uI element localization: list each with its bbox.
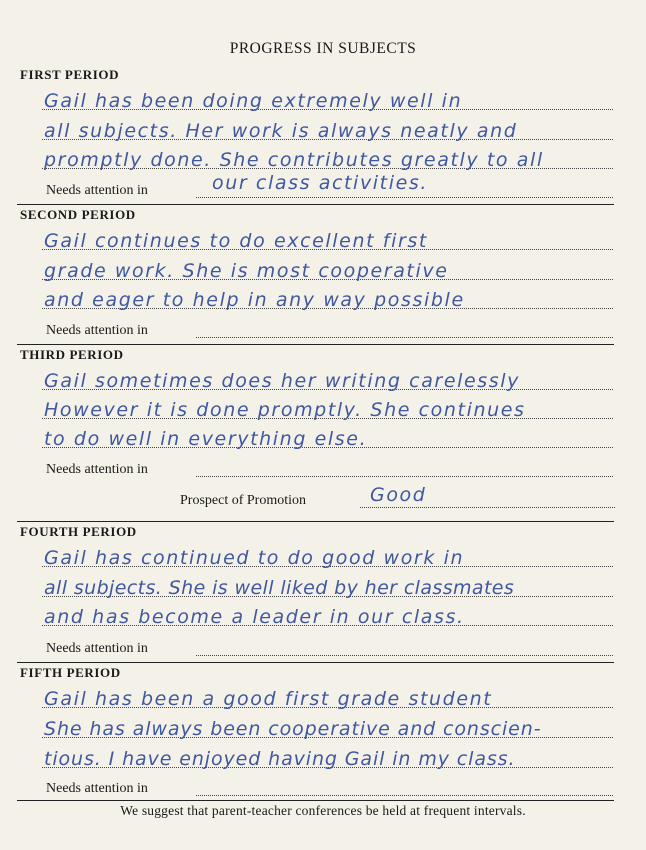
comment-line <box>42 541 613 567</box>
comment-line <box>42 422 613 448</box>
period-heading-third: THIRD PERIOD <box>20 347 124 362</box>
comment-text: However it is done promptly. She continues <box>44 399 526 421</box>
section-divider <box>17 344 614 345</box>
comment-text: Gail continues to do excellent first <box>44 230 428 252</box>
prospect-value: Good <box>370 484 427 506</box>
comment-text: and eager to help in any way possible <box>44 289 465 311</box>
comment-line <box>42 742 613 768</box>
comment-text: promptly done. She contributes greatly to all <box>44 149 544 171</box>
comment-text: grade work. She is most cooperative <box>44 260 449 282</box>
comment-line <box>42 712 613 738</box>
needs-attention-label: Needs attention in <box>46 462 148 477</box>
section-divider <box>17 521 614 522</box>
section-divider <box>17 800 614 801</box>
comment-text: Gail has been doing extremely well in <box>44 90 463 112</box>
comment-text: all subjects. She is well liked by her classmates <box>44 577 515 599</box>
needs-attention-label: Needs attention in <box>46 323 148 338</box>
comment-line <box>42 224 613 250</box>
needs-attention-label: Needs attention in <box>46 183 148 198</box>
comment-line <box>42 114 613 140</box>
period-heading-fifth: FIFTH PERIOD <box>20 665 121 680</box>
needs-attention-line <box>196 780 613 796</box>
needs-attention-label: Needs attention in <box>46 641 148 656</box>
needs-attention-line <box>196 640 613 656</box>
comment-line <box>42 254 613 280</box>
page-title: PROGRESS IN SUBJECTS <box>229 40 417 57</box>
section-divider <box>17 204 614 205</box>
comment-text: Gail has continued to do good work in <box>44 547 465 569</box>
comment-text: tious. I have enjoyed having Gail in my class. <box>44 748 516 770</box>
period-heading-fourth: FOURTH PERIOD <box>20 524 137 539</box>
comment-line <box>42 393 613 419</box>
comment-line <box>42 283 613 309</box>
comment-line <box>42 364 613 390</box>
comment-line <box>42 571 613 597</box>
needs-attention-line <box>196 461 613 477</box>
comment-line <box>42 143 613 169</box>
comment-line <box>42 600 613 626</box>
needs-attention-label: Needs attention in <box>46 781 148 796</box>
comment-line <box>42 84 613 110</box>
comment-text: Gail has been a good first grade student <box>44 688 493 710</box>
needs-attention-line <box>196 322 613 338</box>
period-heading-second: SECOND PERIOD <box>20 207 136 222</box>
needs-attention-text: our class activities. <box>212 172 429 194</box>
prospect-label: Prospect of Promotion <box>180 493 306 508</box>
footer-note: We suggest that parent-teacher conferences be held at frequent intervals. <box>120 803 526 818</box>
comment-text: and has become a leader in our class. <box>44 606 465 628</box>
comment-line <box>42 682 613 708</box>
period-heading-first: FIRST PERIOD <box>20 67 120 82</box>
section-divider <box>17 662 614 663</box>
comment-text: Gail sometimes does her writing carelessly <box>44 370 521 392</box>
comment-text: all subjects. Her work is always neatly and <box>44 120 518 142</box>
comment-text: to do well in everything else. <box>44 428 368 450</box>
comment-text: She has always been cooperative and conscien- <box>44 718 542 740</box>
